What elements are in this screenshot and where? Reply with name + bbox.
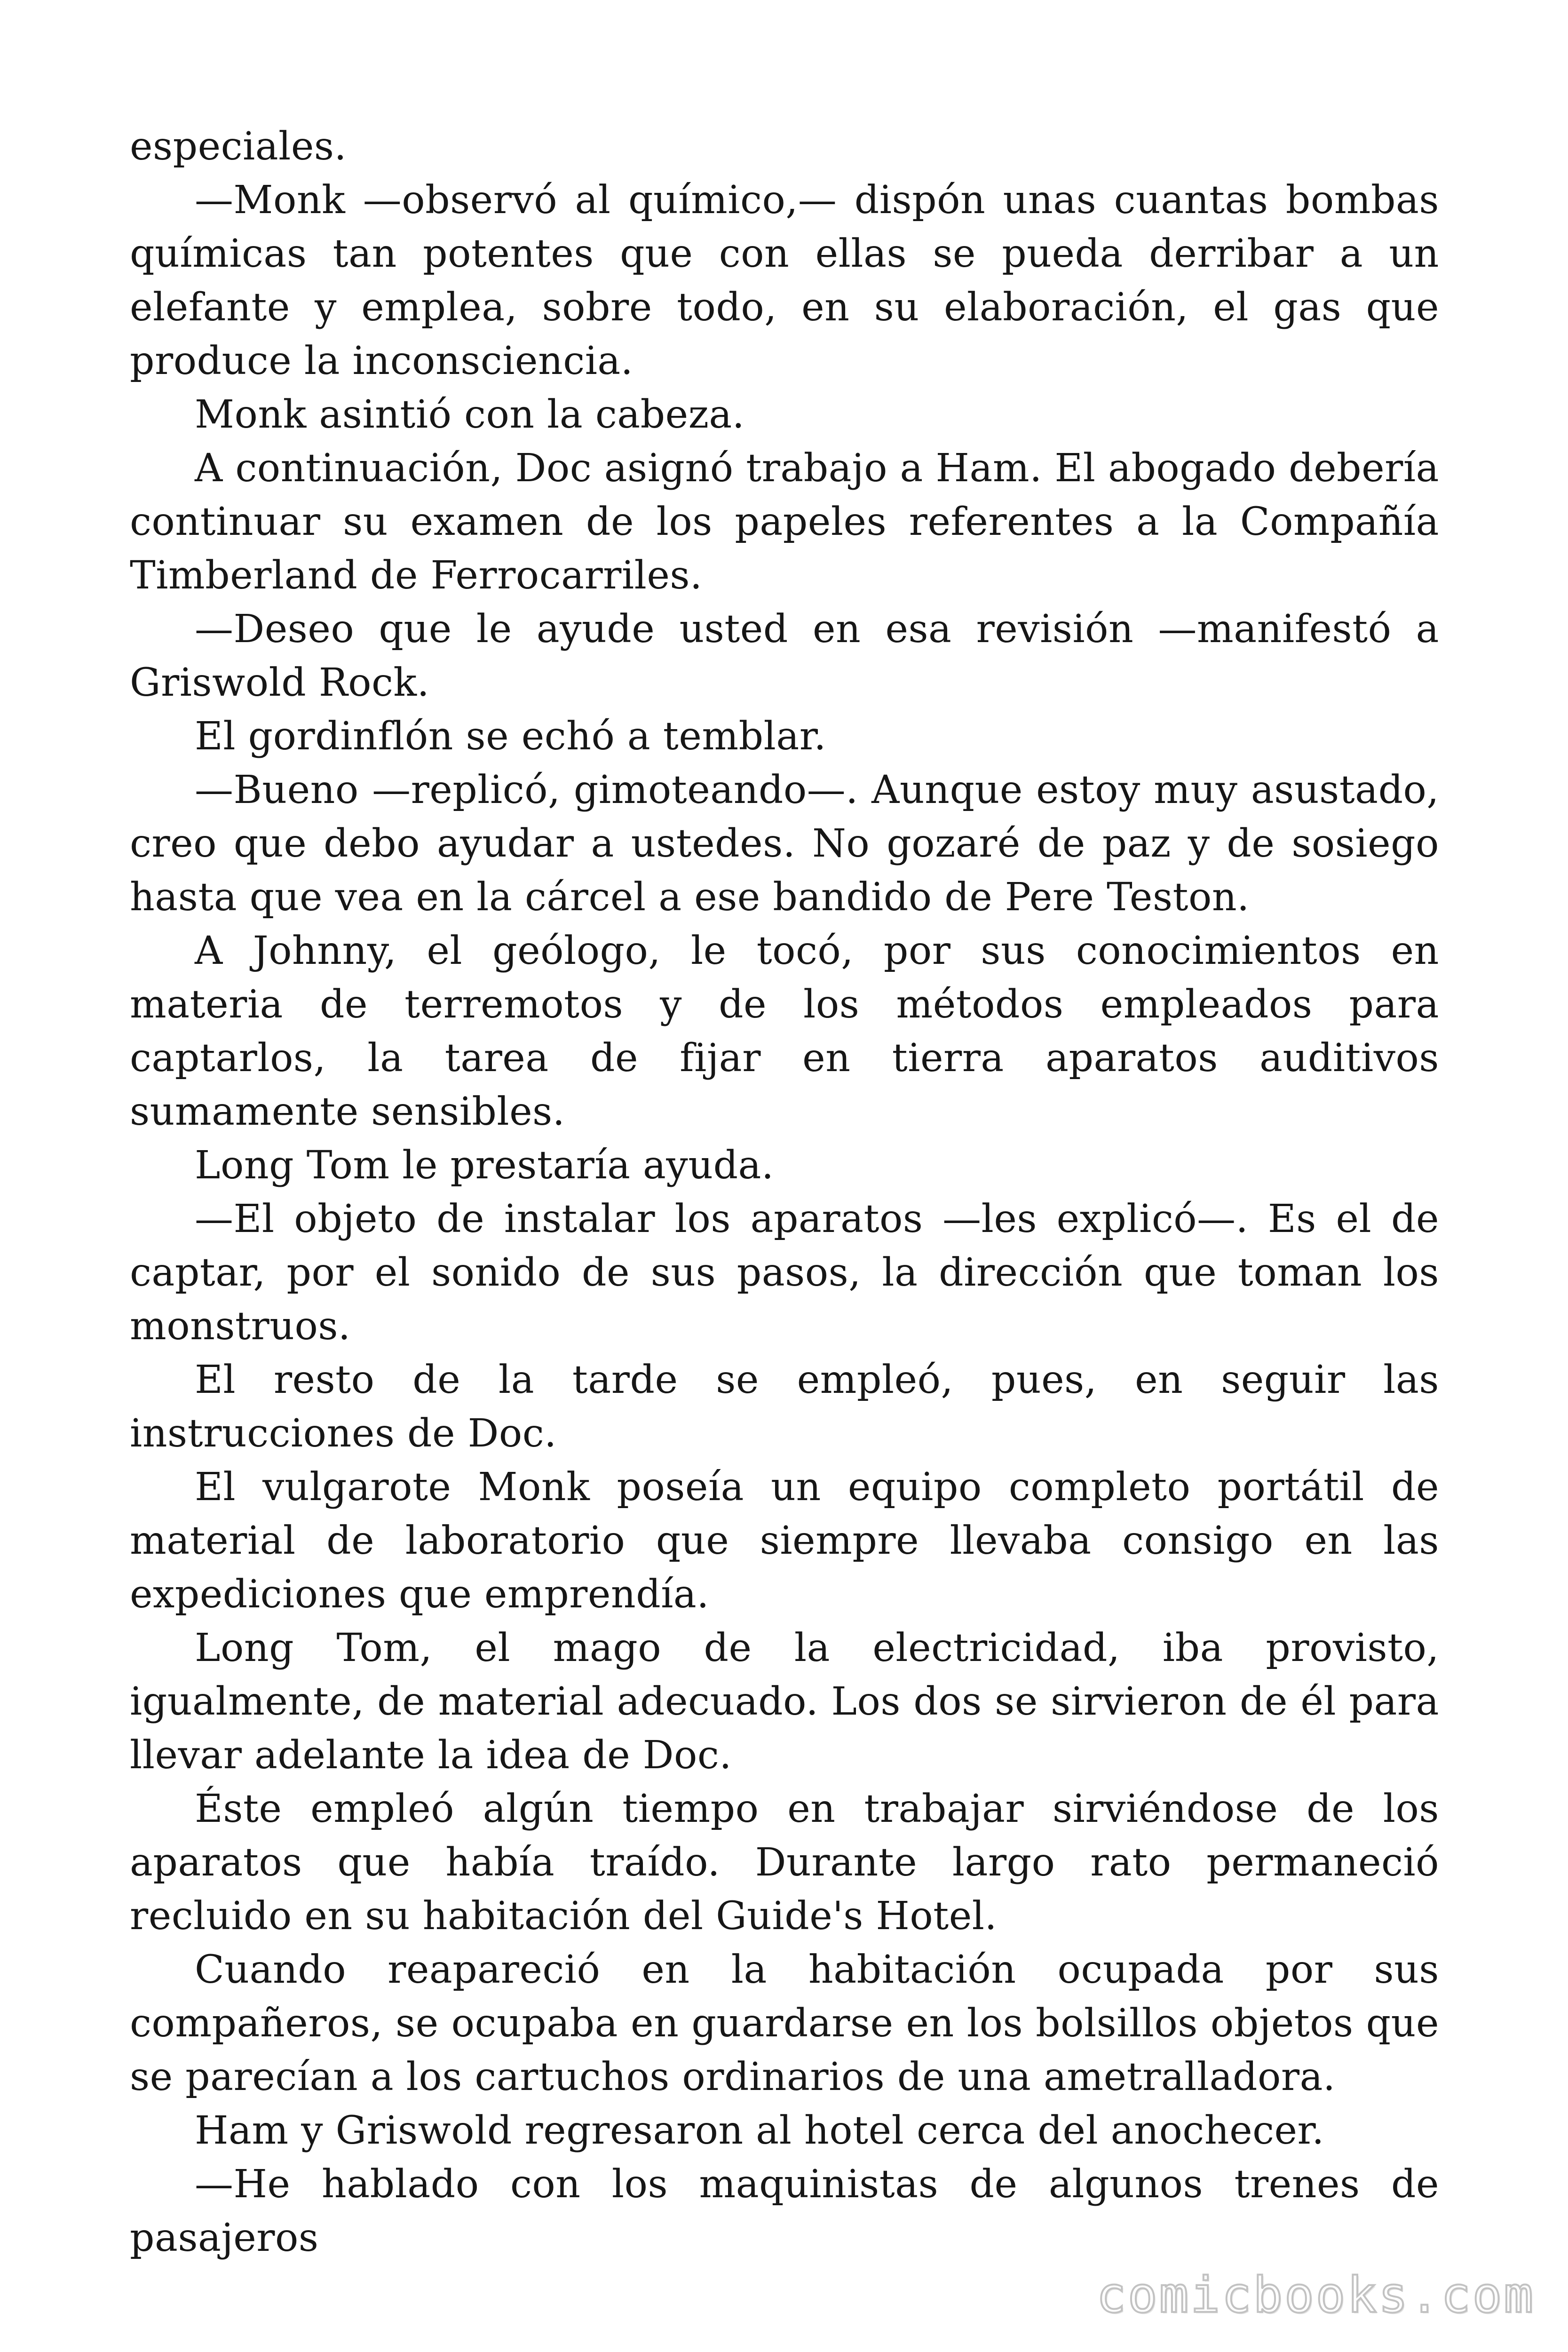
paragraph: El vulgarote Monk poseía un equipo completo portátil de material de laboratorio que siempre llevaba consigo en las expediciones que emprendía. bbox=[130, 1465, 1439, 1617]
paragraph: A Johnny, el geólogo, le tocó, por sus conocimientos en materia de terremotos y de los métodos empleados para captarlos, la tarea de fijar en tierra aparatos auditivos sumamente sensibles. bbox=[130, 929, 1439, 1134]
paragraph: Ham y Griswold regresaron al hotel cerca del anochecer. bbox=[195, 2108, 1324, 2153]
paragraph: Monk asintió con la cabeza. bbox=[195, 392, 745, 437]
paragraph: Cuando reapareció en la habitación ocupada por sus compañeros, se ocupaba en guardarse en los bolsillos objetos que se parecían a los cartuchos ordinarios de una ametralladora. bbox=[130, 1947, 1439, 2099]
paragraph: —Monk —observó al químico,— dispón unas cuantas bombas químicas tan potentes que con ellas se pueda derribar a un elefante y emplea, sobre todo, en su elaboración, el gas que produce la inconsciencia. bbox=[130, 178, 1439, 383]
paragraph: —El objeto de instalar los aparatos —les explicó—. Es el de captar, por el sonido de sus pasos, la dirección que toman los monstruos. bbox=[130, 1197, 1439, 1349]
paragraph: —Deseo que le ayude usted en esa revisión —manifestó a Griswold Rock. bbox=[130, 607, 1439, 705]
paragraph: especiales. bbox=[130, 124, 347, 169]
paragraph: El gordinflón se echó a temblar. bbox=[195, 714, 826, 759]
watermark: comicbooks.com bbox=[1096, 2266, 1535, 2324]
paragraph: Long Tom, el mago de la electricidad, iba provisto, igualmente, de material adecuado. Los dos se sirvieron de él para llevar adelante la idea de Doc. bbox=[130, 1626, 1439, 1778]
paragraph: A continuación, Doc asignó trabajo a Ham. El abogado debería continuar su examen de los papeles referentes a la Compañía Timberland de Ferrocarriles. bbox=[130, 446, 1439, 598]
paragraph: El resto de la tarde se empleó, pues, en seguir las instrucciones de Doc. bbox=[130, 1358, 1439, 1456]
paragraph: Long Tom le prestaría ayuda. bbox=[195, 1143, 774, 1188]
paragraph: Éste empleó algún tiempo en trabajar sirviéndose de los aparatos que había traído. Durante largo rato permaneció recluido en su habitación del Guide's Hotel. bbox=[130, 1787, 1439, 1939]
paragraph: —He hablado con los maquinistas de algunos trenes de pasajeros bbox=[130, 2162, 1439, 2260]
paragraph: —Bueno —replicó, gimoteando—. Aunque estoy muy asustado, creo que debo ayudar a ustedes. No gozaré de paz y de sosiego hasta que vea en la cárcel a ese bandido de Pere Teston. bbox=[130, 768, 1439, 920]
body-text bbox=[130, 120, 1439, 2265]
